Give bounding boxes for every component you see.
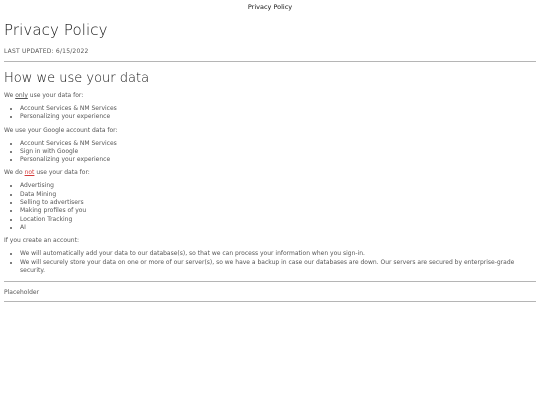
list-item: • We will automatically add your data to our database(s), so that we can process your information when you sign-in. bbox=[20, 250, 536, 258]
google-intro: We use your Google account data for: bbox=[4, 126, 118, 134]
list-item: • Making profiles of you bbox=[20, 207, 536, 215]
main-content bbox=[4, 21, 536, 302]
google-list bbox=[4, 140, 536, 165]
list-item: • Personalizing your experience bbox=[20, 113, 536, 121]
last-updated: LAST UPDATED: 6/15/2022 bbox=[4, 48, 89, 55]
divider bbox=[4, 281, 536, 282]
list-item: • We will securely store your data on one or more of our server(s), so we have a backup in case our databases are down. Our servers are secured by enterprise-grade security. bbox=[20, 259, 536, 276]
account-intro: If you create an account: bbox=[4, 237, 79, 245]
list-item: • Personalizing your experience bbox=[20, 156, 536, 164]
footer-placeholder: Placeholder bbox=[4, 289, 40, 297]
divider bbox=[4, 61, 536, 62]
only-list bbox=[4, 105, 536, 122]
list-item: • AI bbox=[20, 224, 536, 232]
section-title: How we use your data bbox=[4, 71, 150, 86]
list-item: • Advertising bbox=[20, 182, 536, 190]
list-item: • Selling to advertisers bbox=[20, 199, 536, 207]
only-emphasis: only bbox=[15, 92, 28, 99]
page-title: Privacy Policy bbox=[4, 21, 108, 39]
list-item: • Account Services & NM Services bbox=[20, 105, 536, 113]
not-list bbox=[4, 182, 536, 232]
top-nav-title: Privacy Policy bbox=[247, 3, 293, 11]
list-item: • Account Services & NM Services bbox=[20, 140, 536, 148]
list-item: • Location Tracking bbox=[20, 216, 536, 224]
account-list bbox=[4, 250, 536, 275]
not-emphasis: not bbox=[24, 169, 35, 177]
only-intro: We only use your data for: bbox=[4, 92, 84, 99]
list-item: • Data Mining bbox=[20, 191, 536, 199]
divider bbox=[4, 301, 536, 302]
list-item: • Sign in with Google bbox=[20, 148, 536, 156]
not-intro: We do not use your data for: bbox=[4, 169, 90, 177]
